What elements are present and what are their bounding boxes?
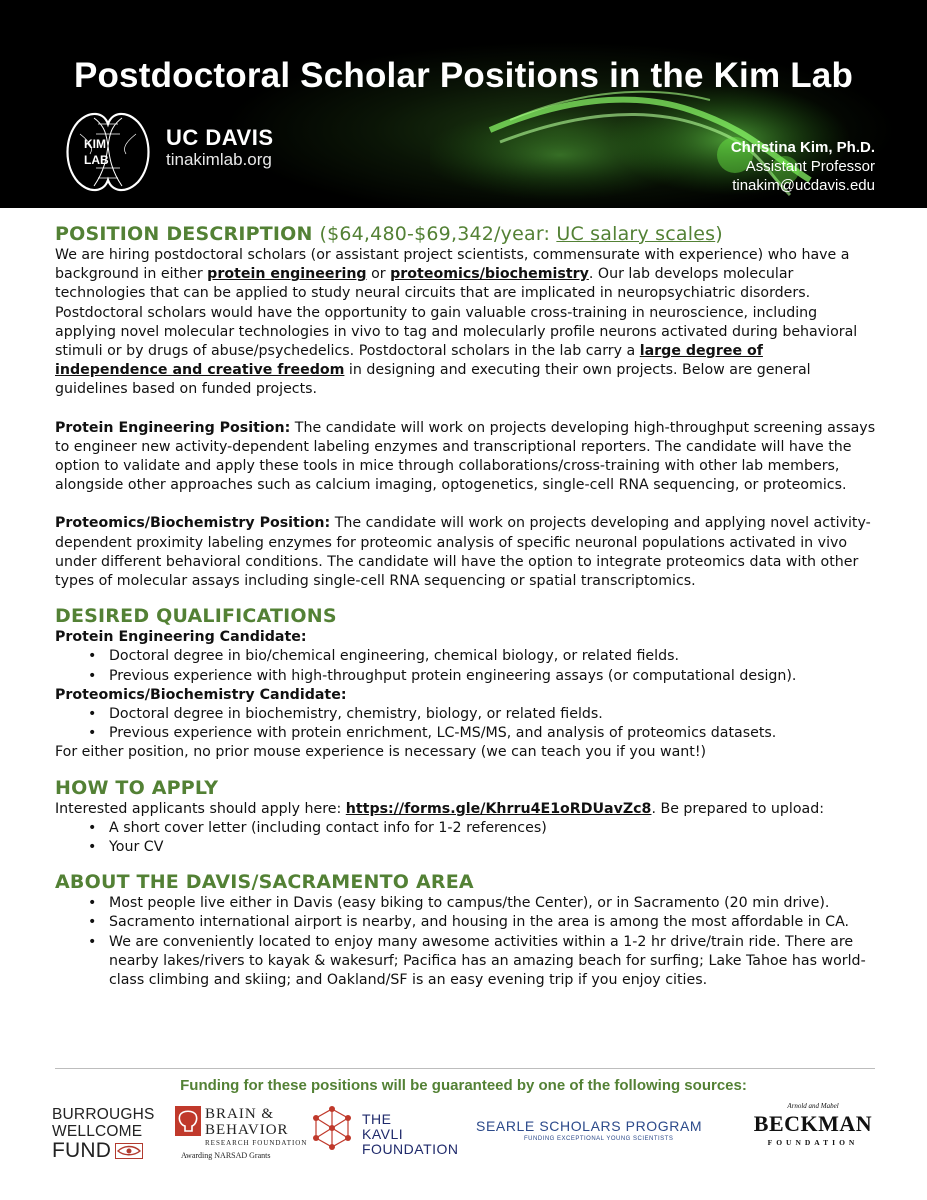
footer-divider xyxy=(55,1068,875,1069)
bbrf-line-2: BEHAVIOR xyxy=(205,1122,289,1138)
position-description xyxy=(55,246,877,400)
list-item: • Most people live either in Davis (easy biking to campus/the Center), or in Sacramento (20 min drive). xyxy=(88,894,877,913)
university-block xyxy=(166,127,274,171)
salary-suffix: ) xyxy=(715,223,723,245)
proteomics-link[interactable]: proteomics/biochemistry xyxy=(390,266,589,283)
lab-website[interactable]: tinakimlab.org xyxy=(166,150,272,169)
pi-email[interactable]: tinakim@ucdavis.edu xyxy=(732,177,875,194)
pe-label: Protein Engineering Position: xyxy=(55,419,291,436)
kim-lab-logo xyxy=(60,104,156,200)
list-item: • Previous experience with high-throughput protein engineering assays (or computational design). xyxy=(88,667,877,686)
pe-candidate-heading: Protein Engineering Candidate: xyxy=(55,629,307,646)
beckman-line-1: Arnold and Mabel xyxy=(787,1102,839,1110)
searle-line-1: SEARLE SCHOLARS PROGRAM xyxy=(476,1118,703,1134)
salary-prefix: ($64,480-$69,342/year: xyxy=(319,223,557,245)
apply-heading: HOW TO APPLY xyxy=(55,776,219,799)
burroughs-wellcome-logo xyxy=(52,1106,167,1162)
pe-text: The candidate will work on projects developing high-throughput screening assays to engineer new activity-dependent labeling enzymes and transcriptional reporters. The candidate will have the option to validate and apply these tools in mice through collaborations/cross-training with other lab members, alongside other approaches such as calcium imaging, optogenetics, single-cell RNA sequencing, or proteomics. xyxy=(55,419,876,494)
apply-after-text: . Be prepared to upload: xyxy=(651,800,825,817)
pb-candidate-heading: Proteomics/Biochemistry Candidate: xyxy=(55,686,347,703)
beckman-line-2: BECKMAN xyxy=(753,1111,873,1136)
desc-text-2: or xyxy=(366,266,391,283)
bbrf-line-1: BRAIN & xyxy=(205,1106,275,1122)
beckman-foundation-logo xyxy=(748,1102,878,1147)
bbrf-brain-icon xyxy=(175,1106,201,1136)
list-item: • Doctoral degree in bio/chemical engineering, chemical biology, or related fields. xyxy=(88,647,877,666)
list-item: • Sacramento international airport is nearby, and housing in the area is among the most affordable in CA. xyxy=(88,913,877,932)
logo-text-bottom: LAB xyxy=(84,153,109,167)
independence-emphasis: large degree of independence and creative freedom xyxy=(55,343,763,379)
pe-candidate-list xyxy=(88,647,877,685)
searle-line-2: FUNDING EXCEPTIONAL YOUNG SCIENTISTS xyxy=(524,1136,674,1142)
pb-candidate-list xyxy=(88,705,877,743)
pi-name: Christina Kim, Ph.D. xyxy=(730,139,875,156)
brain-behavior-logo xyxy=(175,1106,310,1160)
list-item: • A short cover letter (including contact info for 1-2 references) xyxy=(88,819,877,838)
list-item: • Your CV xyxy=(88,838,877,857)
proteomics-position xyxy=(55,514,877,591)
desc-text-4: in designing and executing their own projects. Below are general guidelines based on funded projects. xyxy=(55,362,811,398)
bbrf-line-3: RESEARCH FOUNDATION xyxy=(205,1139,308,1147)
application-form-link[interactable]: https://forms.gle/Khrru4E1oRDUavZc8 xyxy=(345,800,652,817)
kavli-line-2: KAVLI xyxy=(362,1126,404,1142)
university-name: UC DAVIS xyxy=(166,125,274,150)
bw-line-3: FUND xyxy=(52,1139,112,1162)
bw-eye-icon xyxy=(115,1143,143,1159)
pb-text: The candidate will work on projects developing and applying novel activity-dependent proximity labeling enzymes for proteomic analysis of specific neuronal populations activated in vivo under different behavioral conditions. The candidate will have the option to integrate proteomics data with other types of molecular assays including single-cell RNA sequencing or spatial transcriptomics. xyxy=(55,515,871,590)
pi-title: Assistant Professor xyxy=(745,158,875,175)
kim-lab-logo-icon xyxy=(60,104,156,200)
pb-label: Proteomics/Biochemistry Position: xyxy=(55,515,331,532)
logo-text-top: KIM xyxy=(84,137,106,151)
list-item: • Doctoral degree in biochemistry, chemistry, biology, or related fields. xyxy=(88,705,877,724)
desc-text-3: . Our lab develops molecular technologies that can be applied to study neural circuits that are implicated in neuropsychiatric disorders. Postdoctoral scholars would have the opportunity to gain valuable cross-training in neuroscience, including applying novel molecular technologies in vivo to tag and molecularly profile neurons activated during behavioral stimuli or by drugs of abuse/psychedelics. Postdoctoral scholars in the lab carry a xyxy=(55,266,858,360)
page-title: Postdoctoral Scholar Positions in the Kim Lab xyxy=(73,56,854,95)
apply-list xyxy=(88,819,877,857)
apply-intro xyxy=(55,800,877,819)
mouse-experience-note: For either position, no prior mouse experience is necessary (we can teach you if you want!) xyxy=(55,744,707,761)
bw-line-2: WELLCOME xyxy=(52,1123,143,1140)
list-item: • We are conveniently located to enjoy many awesome activities within a 1-2 hr drive/train ride. There are nearby lakes/rivers to kayak & wakesurf; Pacifica has an amazing beach for surfing; Lake Tahoe has world-class climbing and skiing; and Oakland/SF is an easy evening trip if you enjoy cities. xyxy=(88,933,877,991)
position-heading xyxy=(55,222,877,246)
header-banner xyxy=(0,0,927,208)
area-list xyxy=(88,894,877,990)
searle-scholars-logo xyxy=(476,1118,716,1142)
bw-line-1: BURROUGHS xyxy=(52,1106,155,1123)
kavli-molecule-icon xyxy=(310,1106,354,1156)
area-heading: ABOUT THE DAVIS/SACRAMENTO AREA xyxy=(55,871,474,894)
list-item: • Previous experience with protein enrichment, LC-MS/MS, and analysis of proteomics datasets. xyxy=(88,724,877,743)
desc-text-1: We are hiring postdoctoral scholars (or assistant project scientists, commensurate with experience) who have a background in either xyxy=(55,247,850,283)
funding-title: Funding for these positions will be guaranteed by one of the following sources: xyxy=(180,1077,747,1094)
qualifications-heading: DESIRED QUALIFICATIONS xyxy=(55,605,337,628)
position-heading-text: POSITION DESCRIPTION xyxy=(55,223,313,245)
protein-engineering-link[interactable]: protein engineering xyxy=(207,266,367,283)
kavli-line-3: FOUNDATION xyxy=(362,1141,459,1157)
kavli-foundation-logo xyxy=(310,1106,470,1161)
bbrf-line-4: Awarding NARSAD Grants xyxy=(181,1151,271,1160)
pi-contact xyxy=(731,138,875,195)
apply-intro-text: Interested applicants should apply here: xyxy=(55,800,346,817)
kavli-line-1: THE xyxy=(362,1111,392,1127)
salary-scales-link[interactable]: UC salary scales xyxy=(556,223,716,245)
protein-engineering-position xyxy=(55,419,877,496)
document-body xyxy=(55,222,877,990)
beckman-line-3: FOUNDATION xyxy=(767,1138,859,1147)
